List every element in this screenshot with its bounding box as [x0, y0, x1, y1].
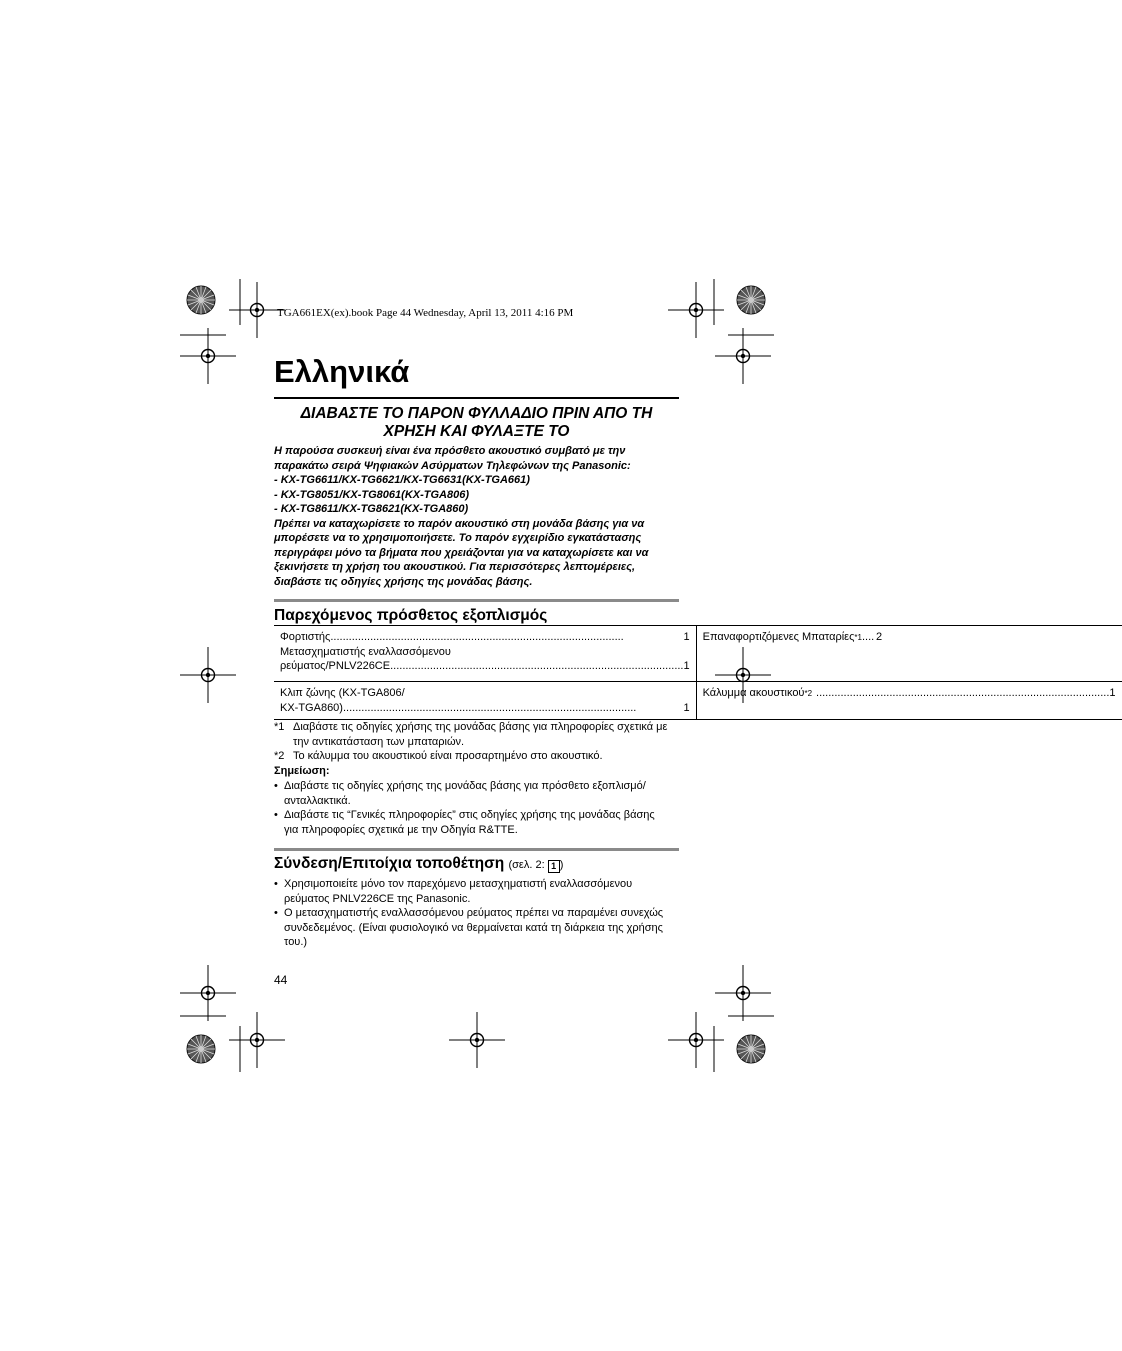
registration-burst-icon: [187, 286, 215, 314]
registration-burst-icon: [187, 1035, 215, 1063]
registration-mark-icon: [180, 965, 236, 1021]
list-item: • Χρησιμοποιείτε μόνο τον παρεχόμενο μετασχηματιστή εναλλασσόμενου ρεύματος PNLV226CE της Panasonic.: [274, 877, 684, 906]
section-title-accessories: Παρεχόμενος πρόσθετος εξοπλισμός: [274, 607, 548, 624]
intro-line: - KX-TG8051/KX-TG8061(KX-TGA806): [274, 488, 469, 501]
registration-mark-icon: [715, 965, 771, 1021]
list-item: • Διαβάστε τις “Γενικές πληροφορίες” στις οδηγίες χρήσης της μονάδας βάσης για πληροφορίες σχετικά με την Οδηγία R&TTE.: [274, 808, 684, 837]
registration-mark-icon: [668, 1012, 724, 1068]
footnote: *1 Διαβάστε τις οδηγίες χρήσης της μονάδας βάσης για πληροφορίες σχετικά με την αντικατάσταση των μπαταριών.: [274, 721, 668, 748]
footnote: *2 Το κάλυμμα του ακουστικού είναι προσαρτημένο στο ακουστικό.: [274, 750, 603, 762]
list-item: • Διαβάστε τις οδηγίες χρήσης της μονάδας βάσης για πρόσθετο εξοπλισμό/ ανταλλακτικά.: [274, 779, 684, 808]
accessory-charger: Φορτιστής ..... 1: [280, 630, 690, 645]
registration-mark-icon: [180, 647, 236, 703]
accessory-adaptor-line1: Μετασχηματιστής εναλλασσόμενου: [280, 645, 451, 658]
intro-line: ξεκινήσετε τη χρήση του ακουστικού. Για περισσότερες λεπτομέρειες,: [274, 561, 636, 573]
warning-heading: [274, 405, 679, 441]
accessory-batteries: Επαναφορτιζόμενες Μπαταρίες *1 .... 2: [702, 631, 883, 643]
intro-line: - KX-TG6611/KX-TG6621/KX-TG6631(KX-TGA661): [274, 474, 530, 486]
accessory-clip: KX-TGA860) ..... 1: [280, 701, 690, 716]
page-number: 44: [274, 973, 288, 987]
registration-mark-icon: [229, 1012, 285, 1068]
intro-line: Η παρούσα συσκευή είναι ένα πρόσθετο ακουστικό συμβατό με την: [274, 445, 626, 457]
registration-mark-icon: [449, 1012, 505, 1068]
registration-mark-icon: [668, 282, 724, 338]
intro-line: - KX-TG8611/KX-TG8621(KX-TGA860): [274, 503, 469, 515]
print-header: TGA661EX(ex).book Page 44 Wednesday, April 13, 2011 4:16 PM: [277, 307, 574, 319]
footnote-mark: *2: [274, 750, 285, 762]
connection-list: [274, 877, 684, 950]
figure-number-box: 1: [548, 860, 560, 873]
accessory-adaptor: ρεύματος/PNLV226CE ..... 1: [280, 659, 690, 674]
title-rule: [274, 397, 679, 399]
intro-line: παρακάτω σειρά Ψηφιακών Ασύρματων Τηλεφώνων της Panasonic:: [274, 459, 631, 472]
registration-burst-icon: [737, 1035, 765, 1063]
page-title: Ελληνικά: [274, 354, 410, 389]
intro-line: διαβάστε τις οδηγίες χρήσης της μονάδας βάσης.: [274, 575, 533, 588]
registration-burst-icon: [737, 286, 765, 314]
accessory-cover: Κάλυμμα ακουστικού *2 ..... 1: [703, 686, 1116, 701]
note-title: Σημείωση:: [274, 765, 330, 777]
intro-line: μπορέσετε να το χρησιμοποιήσετε. Το παρόν εγχειρίδιο εγκατάστασης: [274, 532, 642, 544]
page-reference: (σελ. 2: 1 ): [508, 859, 564, 871]
note-list: [274, 779, 684, 837]
accessories-table: [274, 625, 1122, 720]
registration-mark-icon: [180, 328, 236, 384]
warning-line: ΧΡΗΣΗ ΚΑΙ ΦΥΛΑΞΤΕ ΤΟ: [383, 423, 570, 440]
list-item: • Ο μετασχηματιστής εναλλασσόμενου ρεύματος πρέπει να παραμένει συνεχώς συνδεδεμένος. (Είναι φυσιολογικό να θερμαίνεται κατά τη διάρκεια της χρήσης του.): [274, 906, 684, 950]
section-title-connection: Σύνδεση/Επιτοίχια τοποθέτηση (σελ. 2: 1 ): [274, 855, 564, 872]
section-rule: [274, 599, 679, 602]
warning-line: ΔΙΑΒΑΣΤΕ ΤΟ ΠΑΡΟΝ ΦΥΛΛΑΔΙΟ ΠΡΙΝ ΑΠΟ ΤΗ: [300, 405, 653, 422]
registration-mark-icon: [715, 328, 771, 384]
intro-paragraph: [274, 444, 684, 589]
footnote-mark: *1: [274, 721, 285, 733]
section-rule: [274, 848, 679, 851]
intro-line: Πρέπει να καταχωρίσετε το παρόν ακουστικό στη μονάδα βάσης για να: [274, 517, 645, 530]
accessory-clip-line1: Κλιπ ζώνης (KX-TGA806/: [280, 687, 405, 699]
intro-line: περιγράφει μόνο τα βήματα που χρειάζονται για να καταχωρίσετε και να: [274, 546, 649, 559]
